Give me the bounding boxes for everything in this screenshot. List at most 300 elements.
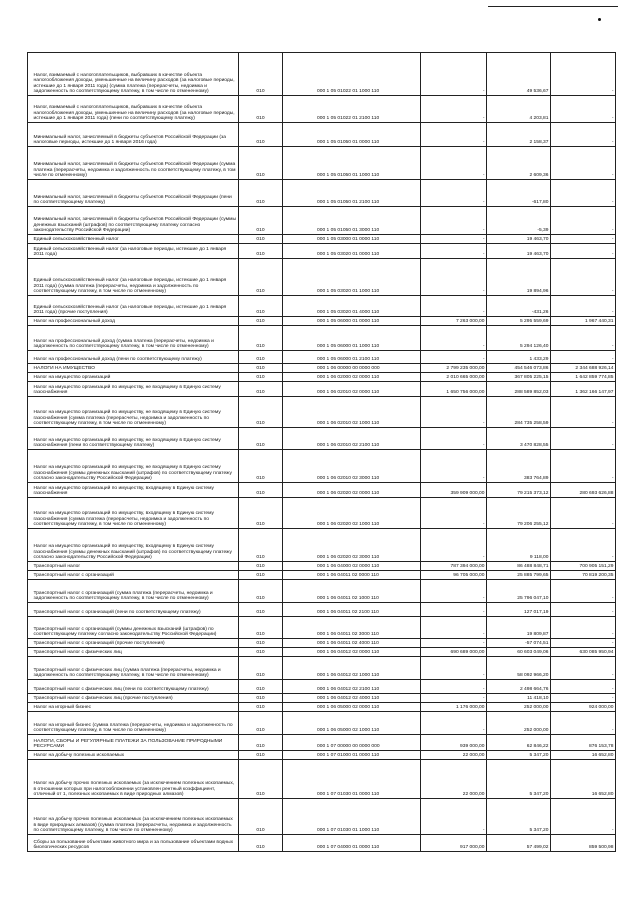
row-budget-code-cell: 000 1 06 02000 02 0000 110 bbox=[283, 373, 421, 382]
row-name-cell bbox=[28, 703, 239, 712]
row-name-text: Налог на имущество организаций по имуществу, входящему в Единую систему газоснабжения (суммы денежных взысканий (штрафов) по соответствующему платежу согласно законодательству Российской Федерации) bbox=[33, 544, 232, 561]
table-row bbox=[28, 657, 616, 680]
row-name-cell bbox=[28, 562, 239, 571]
row-name-cell bbox=[28, 147, 239, 180]
row-approved-plan-cell: - bbox=[421, 96, 487, 123]
row-line-code-cell: 010 bbox=[239, 835, 283, 852]
row-budget-code-cell: 000 1 06 04011 02 0000 110 bbox=[283, 571, 421, 580]
row-executed-cell: 79 215 373,12 bbox=[487, 483, 551, 498]
row-executed-cell: 9 118,00 bbox=[487, 529, 551, 562]
row-unexecuted-cell: - bbox=[551, 657, 616, 680]
row-budget-code-cell: 000 1 05 03020 01 0000 110 bbox=[283, 244, 421, 259]
row-approved-plan-cell: - bbox=[421, 53, 487, 96]
row-name-text: Налог на добычу полезных ископаемых bbox=[33, 753, 125, 759]
row-line-code-cell: 010 bbox=[239, 53, 283, 96]
row-executed-cell: 86 488 848,71 bbox=[487, 562, 551, 571]
row-line-code-cell: 010 bbox=[239, 147, 283, 180]
row-executed-cell: 19 809,87 bbox=[487, 617, 551, 639]
table-row bbox=[28, 364, 616, 373]
row-name-cell bbox=[28, 680, 239, 694]
row-line-code-cell: 010 bbox=[239, 317, 283, 326]
row-name-text: Минимальный налог, зачисляемый в бюджеты субъектов Российской Федерации (сумма платежа (перерасчеты, недоимка и задолженность по соответствующему платежу, в том числе по отмененному) bbox=[33, 162, 236, 179]
row-approved-plan-cell: - bbox=[421, 694, 487, 703]
row-budget-code-cell: 000 1 06 04000 02 0000 110 bbox=[283, 562, 421, 571]
row-name-text: Минимальный налог, зачисляемый в бюджеты субъектов Российской Федерации (суммы денежных взысканий (штрафов) по соответствующему платежу согласно законодательству Российской Федерации) bbox=[33, 217, 237, 234]
row-line-code-cell: 010 bbox=[239, 235, 283, 244]
row-line-code-cell: 010 bbox=[239, 364, 283, 373]
row-unexecuted-cell: 924 000,00 bbox=[551, 703, 616, 712]
table-row bbox=[28, 799, 616, 835]
table-row bbox=[28, 835, 616, 852]
page-mark bbox=[598, 18, 601, 21]
row-name-cell bbox=[28, 180, 239, 207]
row-approved-plan-cell: 690 689 000,00 bbox=[421, 648, 487, 657]
row-approved-plan-cell: - bbox=[421, 207, 487, 235]
row-unexecuted-cell: 16 652,80 bbox=[551, 760, 616, 799]
row-approved-plan-cell: 7 263 000,00 bbox=[421, 317, 487, 326]
row-budget-code-cell: 000 1 06 04011 02 4000 110 bbox=[283, 639, 421, 648]
row-name-cell bbox=[28, 53, 239, 96]
row-unexecuted-cell: - bbox=[551, 428, 616, 450]
row-name-cell bbox=[28, 364, 239, 373]
table-row bbox=[28, 123, 616, 147]
row-line-code-cell: 010 bbox=[239, 326, 283, 351]
row-name-text: Налог на имущество организаций по имуществу, не входящему в Единую систему газоснабжения (пени по соответствующему платежу) bbox=[33, 437, 221, 449]
row-budget-code-cell: 000 1 05 06000 01 2100 110 bbox=[283, 351, 421, 364]
row-line-code-cell: 010 bbox=[239, 259, 283, 296]
row-budget-code-cell: 000 1 06 05000 02 1000 110 bbox=[283, 712, 421, 735]
row-executed-cell: 5 295 559,69 bbox=[487, 317, 551, 326]
row-budget-code-cell: 000 1 05 01050 01 0000 110 bbox=[283, 123, 421, 147]
row-budget-code-cell: 000 1 06 04012 02 1000 110 bbox=[283, 657, 421, 680]
row-name-text: Сборы за пользование объектами животного мира и за пользование объектами водных биологических ресурсов bbox=[33, 839, 234, 851]
row-name-cell bbox=[28, 397, 239, 428]
table-row bbox=[28, 96, 616, 123]
row-line-code-cell: 010 bbox=[239, 382, 283, 397]
row-name-text: Налог на игорный бизнес (сумма платежа (перерасчеты, недоимка и задолженность по соответствующему платежу, в том числе по отмененному) bbox=[33, 722, 233, 734]
row-executed-cell: 62 846,22 bbox=[487, 735, 551, 751]
row-budget-code-cell: 000 1 07 01000 01 0000 110 bbox=[283, 751, 421, 760]
row-budget-code-cell: 000 1 07 04000 01 0000 110 bbox=[283, 835, 421, 852]
row-budget-code-cell: 000 1 06 02020 02 0000 110 bbox=[283, 483, 421, 498]
row-unexecuted-cell: 2 344 688 926,14 bbox=[551, 364, 616, 373]
table-row bbox=[28, 296, 616, 317]
row-approved-plan-cell: 2 010 665 000,00 bbox=[421, 373, 487, 382]
row-unexecuted-cell: - bbox=[551, 235, 616, 244]
row-approved-plan-cell: - bbox=[421, 326, 487, 351]
row-unexecuted-cell: - bbox=[551, 53, 616, 96]
row-line-code-cell: 010 bbox=[239, 657, 283, 680]
row-unexecuted-cell: 280 693 626,88 bbox=[551, 483, 616, 498]
row-name-cell bbox=[28, 571, 239, 580]
row-budget-code-cell: 000 1 06 02010 02 0000 110 bbox=[283, 382, 421, 397]
row-approved-plan-cell: 359 909 000,00 bbox=[421, 483, 487, 498]
row-name-cell bbox=[28, 373, 239, 382]
row-executed-cell: 2 609,36 bbox=[487, 147, 551, 180]
row-executed-cell: 79 206 255,12 bbox=[487, 498, 551, 529]
row-name-text: Единый сельскохозяйственный налог (за налоговые периоды, истекшие до 1 января 2011 года) (прочие поступления) bbox=[33, 304, 227, 316]
row-name-cell bbox=[28, 648, 239, 657]
row-name-cell bbox=[28, 639, 239, 648]
table-row bbox=[28, 571, 616, 580]
table-row bbox=[28, 53, 616, 96]
row-budget-code-cell: 000 1 06 02010 02 3000 110 bbox=[283, 450, 421, 483]
row-approved-plan-cell: 1 650 756 000,00 bbox=[421, 382, 487, 397]
row-name-text: Налог на имущество организаций bbox=[33, 375, 111, 381]
row-name-text: Налог, взимаемый с налогоплательщиков, выбравших в качестве объекта налогообложения доходы, уменьшенные на величину расходов (за налоговые периоды, истекшие до 1 января 2011 года) (сумма платежа (перерасчеты, недоимка и задолженность по соответствующему платежу, в том числе по отмененному) bbox=[33, 72, 235, 95]
row-budget-code-cell: 000 1 07 01030 01 1000 110 bbox=[283, 799, 421, 835]
row-name-cell bbox=[28, 351, 239, 364]
table-row bbox=[28, 180, 616, 207]
row-unexecuted-cell: - bbox=[551, 603, 616, 617]
row-budget-code-cell: 000 1 05 01050 01 1000 110 bbox=[283, 147, 421, 180]
row-approved-plan-cell: 2 799 235 000,00 bbox=[421, 364, 487, 373]
row-unexecuted-cell: - bbox=[551, 529, 616, 562]
row-name-text: Транспортный налог с организаций (суммы денежных взысканий (штрафов) по соответствующему платежу согласно законодательству Российской Федерации) bbox=[33, 626, 217, 638]
row-approved-plan-cell: - bbox=[421, 450, 487, 483]
row-name-text: Налог на игорный бизнес bbox=[33, 705, 92, 711]
row-approved-plan-cell: 22 000,00 bbox=[421, 760, 487, 799]
table-row bbox=[28, 373, 616, 382]
row-line-code-cell: 010 bbox=[239, 799, 283, 835]
row-line-code-cell: 010 bbox=[239, 694, 283, 703]
row-name-cell bbox=[28, 207, 239, 235]
row-approved-plan-cell: - bbox=[421, 244, 487, 259]
row-name-cell bbox=[28, 657, 239, 680]
row-executed-cell: 454 546 073,86 bbox=[487, 364, 551, 373]
row-executed-cell: 60 603 049,06 bbox=[487, 648, 551, 657]
row-approved-plan-cell: - bbox=[421, 799, 487, 835]
row-executed-cell: 383 764,89 bbox=[487, 450, 551, 483]
row-approved-plan-cell: - bbox=[421, 657, 487, 680]
row-executed-cell: 25 796 047,10 bbox=[487, 580, 551, 603]
table-row bbox=[28, 397, 616, 428]
row-approved-plan-cell: - bbox=[421, 147, 487, 180]
row-executed-cell: 1 433,29 bbox=[487, 351, 551, 364]
row-line-code-cell: 010 bbox=[239, 680, 283, 694]
row-line-code-cell: 010 bbox=[239, 603, 283, 617]
row-line-code-cell: 010 bbox=[239, 529, 283, 562]
row-name-text: НАЛОГИ, СБОРЫ И РЕГУЛЯРНЫЕ ПЛАТЕЖИ ЗА ПОЛЬЗОВАНИЕ ПРИРОДНЫМИ РЕСУРСАМИ bbox=[33, 738, 223, 750]
row-approved-plan-cell: - bbox=[421, 235, 487, 244]
table-row bbox=[28, 428, 616, 450]
row-unexecuted-cell: - bbox=[551, 244, 616, 259]
table-row bbox=[28, 760, 616, 799]
row-name-text: НАЛОГИ НА ИМУЩЕСТВО bbox=[33, 366, 95, 372]
row-budget-code-cell: 000 1 06 04012 02 0000 110 bbox=[283, 648, 421, 657]
row-unexecuted-cell: 859 500,98 bbox=[551, 835, 616, 852]
row-budget-code-cell: 000 1 05 03020 01 1000 110 bbox=[283, 259, 421, 296]
row-budget-code-cell: 000 1 05 01050 01 3000 110 bbox=[283, 207, 421, 235]
row-unexecuted-cell: - bbox=[551, 799, 616, 835]
row-executed-cell: 5 294 126,40 bbox=[487, 326, 551, 351]
row-name-cell bbox=[28, 498, 239, 529]
row-name-cell bbox=[28, 123, 239, 147]
row-budget-code-cell: 000 1 05 06000 01 1000 110 bbox=[283, 326, 421, 351]
row-name-text: Транспортный налог с физических лиц bbox=[33, 650, 122, 656]
row-executed-cell: 19 463,70 bbox=[487, 244, 551, 259]
row-name-text: Транспортный налог с организаций bbox=[33, 573, 114, 579]
row-executed-cell: 5 347,20 bbox=[487, 799, 551, 835]
row-name-cell bbox=[28, 760, 239, 799]
row-name-cell bbox=[28, 483, 239, 498]
row-name-text: Налог на профессиональный доход (пени по соответствующему платежу) bbox=[33, 357, 202, 363]
row-line-code-cell: 010 bbox=[239, 735, 283, 751]
table-row bbox=[28, 207, 616, 235]
row-executed-cell: 19 463,70 bbox=[487, 235, 551, 244]
row-line-code-cell: 010 bbox=[239, 498, 283, 529]
row-name-text: Налог на имущество организаций по имуществу, не входящему в Единую систему газоснабжения (суммы денежных взысканий (штрафов) по соответствующему платежу согласно законодательству Российской Федерации) bbox=[33, 465, 232, 482]
row-budget-code-cell: 000 1 05 01050 01 2100 110 bbox=[283, 180, 421, 207]
row-approved-plan-cell: 917 000,00 bbox=[421, 835, 487, 852]
row-executed-cell: 58 092 966,20 bbox=[487, 657, 551, 680]
row-unexecuted-cell: - bbox=[551, 498, 616, 529]
row-executed-cell: -57 074,51 bbox=[487, 639, 551, 648]
row-unexecuted-cell: 70 819 200,35 bbox=[551, 571, 616, 580]
row-executed-cell: 25 885 799,65 bbox=[487, 571, 551, 580]
row-unexecuted-cell: 1 362 166 147,97 bbox=[551, 382, 616, 397]
row-budget-code-cell: 000 1 05 01022 01 2100 110 bbox=[283, 96, 421, 123]
table-row bbox=[28, 244, 616, 259]
revenue-table-body bbox=[28, 53, 616, 852]
row-approved-plan-cell: - bbox=[421, 351, 487, 364]
row-line-code-cell: 010 bbox=[239, 397, 283, 428]
row-name-text: Налог на добычу прочих полезных ископаемых (за исключением полезных ископаемых, в отношении которых при налогообложении установлен рентный коэффициент, отличный от 1, полезных ископаемых в виде природных алмазов) bbox=[33, 781, 235, 798]
row-name-cell bbox=[28, 235, 239, 244]
row-name-text: Единый сельскохозяйственный налог (за налоговые периоды, истекшие до 1 января 2011 года) (сумма платежа (перерасчеты, недоимка и задолженность по соответствующему платежу, в том числе по отмененному) bbox=[33, 278, 227, 295]
row-budget-code-cell: 000 1 06 04011 02 2100 110 bbox=[283, 603, 421, 617]
row-executed-cell: 11 418,10 bbox=[487, 694, 551, 703]
row-unexecuted-cell: - bbox=[551, 180, 616, 207]
row-name-cell bbox=[28, 580, 239, 603]
row-executed-cell: -5,39 bbox=[487, 207, 551, 235]
row-name-cell bbox=[28, 694, 239, 703]
table-row bbox=[28, 529, 616, 562]
row-line-code-cell: 010 bbox=[239, 712, 283, 735]
row-name-cell bbox=[28, 382, 239, 397]
row-unexecuted-cell: 16 652,80 bbox=[551, 751, 616, 760]
row-unexecuted-cell: - bbox=[551, 123, 616, 147]
row-unexecuted-cell: - bbox=[551, 259, 616, 296]
row-name-text: Единый сельскохозяйственный налог bbox=[33, 237, 119, 243]
row-executed-cell: 252 000,00 bbox=[487, 703, 551, 712]
row-unexecuted-cell: - bbox=[551, 450, 616, 483]
row-approved-plan-cell: - bbox=[421, 603, 487, 617]
revenue-table bbox=[27, 52, 616, 852]
row-name-cell bbox=[28, 799, 239, 835]
row-approved-plan-cell: - bbox=[421, 529, 487, 562]
row-line-code-cell: 010 bbox=[239, 571, 283, 580]
row-budget-code-cell: 000 1 05 03020 01 4000 110 bbox=[283, 296, 421, 317]
row-unexecuted-cell: - bbox=[551, 207, 616, 235]
row-unexecuted-cell: - bbox=[551, 296, 616, 317]
table-row bbox=[28, 498, 616, 529]
row-name-text: Налог на профессиональный доход (сумма платежа (перерасчеты, недоимка и задолженность по соответствующему платежу, в том числе по отмененному) bbox=[33, 338, 214, 350]
row-executed-cell: 2 158,37 bbox=[487, 123, 551, 147]
row-budget-code-cell: 000 1 06 02020 02 1000 110 bbox=[283, 498, 421, 529]
table-row bbox=[28, 450, 616, 483]
table-row bbox=[28, 147, 616, 180]
row-name-text: Транспортный налог с физических лиц (прочие поступления) bbox=[33, 696, 173, 702]
row-name-text: Налог на имущество организаций по имуществу, не входящему в Единую систему газоснабжения (сумма платежа (перерасчеты, недоимка и задолженность по соответствующему платежу, в том числе по отмененному) bbox=[33, 410, 221, 427]
row-name-text: Транспортный налог с организаций (прочие поступления) bbox=[33, 641, 165, 647]
row-name-cell bbox=[28, 326, 239, 351]
row-executed-cell: 49 536,67 bbox=[487, 53, 551, 96]
row-unexecuted-cell: - bbox=[551, 351, 616, 364]
top-rule bbox=[488, 6, 618, 7]
table-row bbox=[28, 712, 616, 735]
row-unexecuted-cell: - bbox=[551, 147, 616, 180]
row-approved-plan-cell: 939 000,00 bbox=[421, 735, 487, 751]
row-name-cell bbox=[28, 428, 239, 450]
row-unexecuted-cell: 630 085 950,94 bbox=[551, 648, 616, 657]
row-approved-plan-cell: - bbox=[421, 712, 487, 735]
row-name-text: Транспортный налог с физических лиц (сумма платежа (перерасчеты, недоимка и задолженность по соответствующему платежу, в том числе по отмененному) bbox=[33, 667, 221, 679]
row-unexecuted-cell: - bbox=[551, 326, 616, 351]
row-line-code-cell: 010 bbox=[239, 562, 283, 571]
row-name-cell bbox=[28, 751, 239, 760]
row-budget-code-cell: 000 1 07 00000 00 0000 000 bbox=[283, 735, 421, 751]
row-budget-code-cell: 000 1 05 01022 01 1000 110 bbox=[283, 53, 421, 96]
row-budget-code-cell: 000 1 06 00000 00 0000 000 bbox=[283, 364, 421, 373]
row-unexecuted-cell: - bbox=[551, 639, 616, 648]
row-name-cell bbox=[28, 244, 239, 259]
row-approved-plan-cell: - bbox=[421, 639, 487, 648]
row-budget-code-cell: 000 1 07 01030 01 0000 110 bbox=[283, 760, 421, 799]
row-name-cell bbox=[28, 735, 239, 751]
row-line-code-cell: 010 bbox=[239, 483, 283, 498]
row-unexecuted-cell: - bbox=[551, 580, 616, 603]
row-budget-code-cell: 000 1 06 05000 02 0000 110 bbox=[283, 703, 421, 712]
row-executed-cell: 367 805 225,15 bbox=[487, 373, 551, 382]
table-row bbox=[28, 703, 616, 712]
row-line-code-cell: 010 bbox=[239, 96, 283, 123]
table-row bbox=[28, 351, 616, 364]
row-approved-plan-cell: - bbox=[421, 428, 487, 450]
row-line-code-cell: 010 bbox=[239, 450, 283, 483]
row-name-cell bbox=[28, 835, 239, 852]
row-name-text: Транспортный налог с физических лиц (пени по соответствующему платежу) bbox=[33, 687, 209, 693]
row-executed-cell: 3 470 828,55 bbox=[487, 428, 551, 450]
table-row bbox=[28, 580, 616, 603]
row-line-code-cell: 010 bbox=[239, 751, 283, 760]
row-name-text: Налог на имущество организаций по имуществу, входящему в Единую систему газоснабжения bbox=[33, 485, 214, 497]
row-name-text: Транспортный налог с организаций (пени по соответствующему платежу) bbox=[33, 610, 201, 616]
row-budget-code-cell: 000 1 06 02020 02 3000 110 bbox=[283, 529, 421, 562]
row-name-text: Налог на добычу прочих полезных ископаемых (за исключением полезных ископаемых в виде природных алмазов) (сумма платежа (перерасчеты, недоимка и задолженность по соответствующему платежу, в том числе по отмененному) bbox=[33, 817, 233, 834]
row-line-code-cell: 010 bbox=[239, 180, 283, 207]
row-line-code-cell: 010 bbox=[239, 296, 283, 317]
row-approved-plan-cell: - bbox=[421, 498, 487, 529]
row-name-cell bbox=[28, 296, 239, 317]
row-line-code-cell: 010 bbox=[239, 123, 283, 147]
row-executed-cell: 2 498 664,76 bbox=[487, 680, 551, 694]
row-unexecuted-cell: - bbox=[551, 712, 616, 735]
row-executed-cell: -617,80 bbox=[487, 180, 551, 207]
table-row bbox=[28, 382, 616, 397]
row-unexecuted-cell: - bbox=[551, 694, 616, 703]
row-unexecuted-cell: - bbox=[551, 617, 616, 639]
row-line-code-cell: 010 bbox=[239, 351, 283, 364]
row-executed-cell: -431,26 bbox=[487, 296, 551, 317]
row-approved-plan-cell: 96 705 000,00 bbox=[421, 571, 487, 580]
row-unexecuted-cell: - bbox=[551, 680, 616, 694]
row-executed-cell: 5 347,20 bbox=[487, 751, 551, 760]
row-budget-code-cell: 000 1 06 04011 02 3000 110 bbox=[283, 617, 421, 639]
table-row bbox=[28, 639, 616, 648]
table-row bbox=[28, 603, 616, 617]
row-approved-plan-cell: - bbox=[421, 296, 487, 317]
row-budget-code-cell: 000 1 06 02010 02 2100 110 bbox=[283, 428, 421, 450]
row-line-code-cell: 010 bbox=[239, 760, 283, 799]
table-row bbox=[28, 483, 616, 498]
row-executed-cell: 284 735 258,59 bbox=[487, 397, 551, 428]
row-unexecuted-cell: 1 642 859 774,85 bbox=[551, 373, 616, 382]
row-unexecuted-cell: 1 967 440,31 bbox=[551, 317, 616, 326]
row-executed-cell: 5 347,20 bbox=[487, 760, 551, 799]
row-approved-plan-cell: 22 000,00 bbox=[421, 751, 487, 760]
table-row bbox=[28, 259, 616, 296]
table-row bbox=[28, 648, 616, 657]
row-approved-plan-cell: 787 394 000,00 bbox=[421, 562, 487, 571]
row-line-code-cell: 010 bbox=[239, 207, 283, 235]
row-name-cell bbox=[28, 317, 239, 326]
table-row bbox=[28, 562, 616, 571]
row-approved-plan-cell: - bbox=[421, 580, 487, 603]
table-row bbox=[28, 317, 616, 326]
row-line-code-cell: 010 bbox=[239, 617, 283, 639]
row-executed-cell: 252 000,00 bbox=[487, 712, 551, 735]
table-row bbox=[28, 694, 616, 703]
row-approved-plan-cell: - bbox=[421, 259, 487, 296]
row-name-cell bbox=[28, 259, 239, 296]
table-row bbox=[28, 617, 616, 639]
row-executed-cell: 127 017,19 bbox=[487, 603, 551, 617]
row-name-text: Транспортный налог bbox=[33, 564, 81, 570]
row-name-text: Налог на профессиональный доход bbox=[33, 319, 115, 325]
row-unexecuted-cell: 876 153,78 bbox=[551, 735, 616, 751]
row-approved-plan-cell: 1 176 000,00 bbox=[421, 703, 487, 712]
row-name-text: Минимальный налог, зачисляемый в бюджеты субъектов Российской Федерации (пени по соответствующему платежу) bbox=[33, 194, 232, 206]
row-unexecuted-cell: 700 905 151,29 bbox=[551, 562, 616, 571]
row-unexecuted-cell: - bbox=[551, 397, 616, 428]
row-name-cell bbox=[28, 712, 239, 735]
row-budget-code-cell: 000 1 06 02010 02 1000 110 bbox=[283, 397, 421, 428]
row-budget-code-cell: 000 1 05 06000 01 0000 110 bbox=[283, 317, 421, 326]
row-name-text: Налог на имущество организаций по имуществу, не входящему в Единую систему газоснабжения bbox=[33, 384, 221, 396]
row-approved-plan-cell: - bbox=[421, 123, 487, 147]
row-line-code-cell: 010 bbox=[239, 639, 283, 648]
row-name-text: Транспортный налог с организаций (сумма платежа (перерасчеты, недоимка и задолженность по соответствующему платежу, в том числе по отмененному) bbox=[33, 590, 213, 602]
row-line-code-cell: 010 bbox=[239, 244, 283, 259]
table-row bbox=[28, 235, 616, 244]
table-row bbox=[28, 680, 616, 694]
row-name-cell bbox=[28, 603, 239, 617]
row-executed-cell: 57 499,02 bbox=[487, 835, 551, 852]
row-name-text: Единый сельскохозяйственный налог (за налоговые периоды, истекшие до 1 января 2011 года) bbox=[33, 246, 227, 258]
row-approved-plan-cell: - bbox=[421, 680, 487, 694]
row-name-cell bbox=[28, 617, 239, 639]
row-name-cell bbox=[28, 450, 239, 483]
row-budget-code-cell: 000 1 06 04012 02 4000 110 bbox=[283, 694, 421, 703]
table-row bbox=[28, 326, 616, 351]
row-executed-cell: 288 589 852,03 bbox=[487, 382, 551, 397]
row-line-code-cell: 010 bbox=[239, 373, 283, 382]
row-line-code-cell: 010 bbox=[239, 648, 283, 657]
row-name-cell bbox=[28, 96, 239, 123]
row-unexecuted-cell: - bbox=[551, 96, 616, 123]
row-executed-cell: 4 203,81 bbox=[487, 96, 551, 123]
